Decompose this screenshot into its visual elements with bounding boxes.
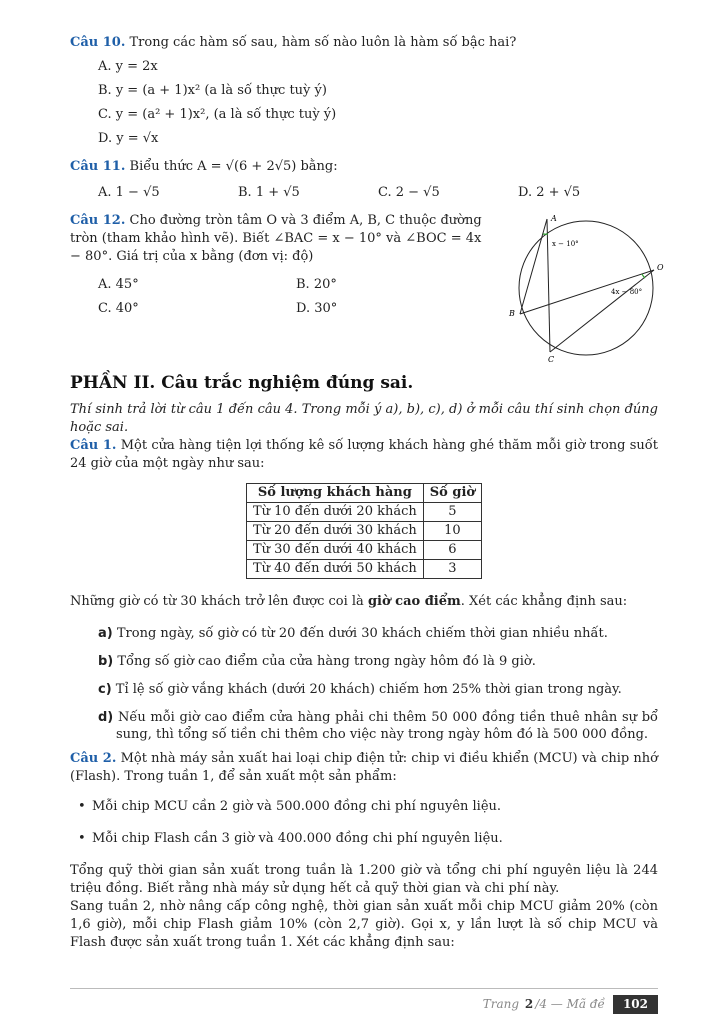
exam-page [70, 34, 664, 952]
customer-table [246, 483, 482, 579]
options-row [70, 184, 658, 208]
question-label: Câu 2. [70, 751, 117, 767]
option-b[interactable]: B. 1 + √5 [238, 184, 300, 200]
question-text: Một cửa hàng tiện lợi thống kê số lượng khách hàng ghé thăm mỗi giờ trong suốt 24 giờ của một ngày như sau: [70, 438, 658, 472]
part-2-question-2 [70, 750, 658, 951]
page-prefix: Trang [482, 997, 520, 1011]
angle-o-arc [642, 274, 645, 278]
statement-d[interactable]: d) Nếu mỗi giờ cao điểm cửa hàng phải chi thêm 50 000 đồng tiền thuê nhân sự bổ sung, thì tổng số tiền chi thêm cho việc này trong ngày hôm đó là 500 000 đồng. [98, 709, 658, 743]
statement-c[interactable]: c) Tỉ lệ số giờ vắng khách (dưới 20 khách) chiếm hơn 25% thời gian trong ngày. [98, 681, 622, 697]
point-a-label: A [551, 213, 557, 223]
option-d[interactable]: D. 2 + √5 [518, 184, 581, 200]
angle-a-label: x − 10° [552, 239, 579, 248]
question-text: Một nhà máy sản xuất hai loại chip điện tử: chip vi điều khiển (MCU) và chip nhớ (Flash). Trong tuần 1, để sản xuất một sản phẩm: [70, 751, 658, 785]
statement-a[interactable]: a) Trong ngày, số giờ có từ 20 đến dưới 30 khách chiếm thời gian nhiều nhất. [98, 625, 608, 641]
option-b[interactable]: B. 20° [296, 276, 337, 292]
option-d[interactable]: D. 30° [296, 300, 338, 316]
part-2-question-1 [70, 437, 658, 744]
table-row [246, 521, 481, 540]
option-d[interactable]: D. y = √x [98, 130, 159, 146]
option-b[interactable]: B. y = (a + 1)x² (a là số thực tuỳ ý) [98, 82, 327, 98]
statement-b[interactable]: b) Tổng số giờ cao điểm của cửa hàng trong ngày hôm đó là 9 giờ. [98, 653, 536, 669]
table-cell: Từ 20 đến dưới 30 khách [246, 521, 423, 540]
peak-hour-term: giờ cao điểm [367, 593, 461, 609]
option-a[interactable]: A. 45° [98, 276, 139, 292]
statements-list [70, 625, 658, 745]
point-c-label: C [548, 354, 555, 364]
bullet-list [70, 798, 658, 848]
peak-hour-definition: Những giờ có từ 30 khách trở lên được coi là giờ cao điểm. Xét các khẳng định sau: [70, 593, 628, 609]
bullet-item: • Mỗi chip MCU cần 2 giờ và 500.000 đồng chi phí nguyên liệu. [92, 798, 658, 816]
question-text: Trong các hàm số sau, hàm số nào luôn là hàm số bậc hai? [129, 35, 517, 50]
segment-oc [550, 270, 654, 352]
paragraph: Sang tuần 2, nhờ nâng cấp công nghệ, thời gian sản xuất mỗi chip MCU giảm 20% (còn 1,6 giờ), mỗi chip Flash giảm 10% (còn 2,7 giờ). Gọi x, y lần lượt là số chip MCU và Flash được sản xuất trong tuần 1. Xét các khẳng định sau: [70, 899, 658, 950]
exam-code-label: — Mã đề [550, 997, 605, 1011]
page-current: 2 [524, 997, 534, 1011]
point-o-label: O [657, 262, 664, 272]
bullet-item: • Mỗi chip Flash cần 3 giờ và 400.000 đồng chi phí nguyên liệu. [92, 830, 658, 848]
option-c[interactable]: C. y = (a² + 1)x², (a là số thực tuỳ ý) [98, 106, 337, 122]
question-label: Câu 12. [70, 212, 126, 228]
point-b-label: B [509, 308, 515, 318]
option-a[interactable]: A. 1 − √5 [98, 184, 160, 200]
table-cell: 3 [423, 559, 481, 578]
circle-figure [506, 212, 666, 364]
table-header-row [246, 484, 481, 503]
table-header-cell: Số lượng khách hàng [246, 484, 423, 503]
angle-o-label: 4x − 80° [611, 287, 643, 296]
question-label: Câu 1. [70, 438, 117, 454]
question-label: Câu 10. [70, 35, 126, 50]
part-2-title: PHẦN II. Câu trắc nghiệm đúng sai. [70, 372, 414, 393]
table-row [246, 559, 481, 578]
table-cell: 6 [423, 540, 481, 559]
table-header-cell: Số giờ [423, 484, 481, 503]
question-text: Biểu thức A = √(6 + 2√5) bằng: [129, 158, 338, 174]
page-footer [70, 988, 658, 1011]
option-c[interactable]: C. 40° [98, 300, 139, 316]
part-2-instruction: Thí sinh trả lời từ câu 1 đến câu 4. Trong mỗi ý a), b), c), d) ở mỗi câu thí sinh chọn đúng hoặc sai. [70, 402, 658, 436]
table-cell: 5 [423, 503, 481, 522]
question-10 [70, 34, 658, 154]
table-cell: 10 [423, 521, 481, 540]
exam-code-badge: 102 [613, 995, 658, 1014]
paragraph: Tổng quỹ thời gian sản xuất trong tuần là 1.200 giờ và tổng chi phí nguyên liệu là 244 triệu đồng. Biết rằng nhà máy sử dụng hết cả quỹ thời gian và chi phí này. [70, 863, 658, 897]
question-11 [70, 158, 658, 208]
option-c[interactable]: C. 2 − √5 [378, 184, 440, 200]
question-12 [70, 212, 664, 364]
options-list [70, 58, 658, 154]
option-a[interactable]: A. y = 2x [98, 58, 158, 74]
segment-ac [547, 219, 550, 352]
question-text: Cho đường tròn tâm O và 3 điểm A, B, C thuộc đường tròn (tham khảo hình vẽ). Biết ∠BAC = x − 10° và ∠BOC = 4x − 80°. Giá trị của x bằng (đơn vị: độ) [70, 212, 482, 264]
table-cell: Từ 30 đến dưới 40 khách [246, 540, 423, 559]
question-label: Câu 11. [70, 158, 126, 174]
table-row [246, 503, 481, 522]
segment-ab [520, 219, 547, 314]
table-cell: Từ 10 đến dưới 20 khách [246, 503, 423, 522]
page-total: /4 [535, 997, 547, 1011]
table-cell: Từ 40 đến dưới 50 khách [246, 559, 423, 578]
table-row [246, 540, 481, 559]
